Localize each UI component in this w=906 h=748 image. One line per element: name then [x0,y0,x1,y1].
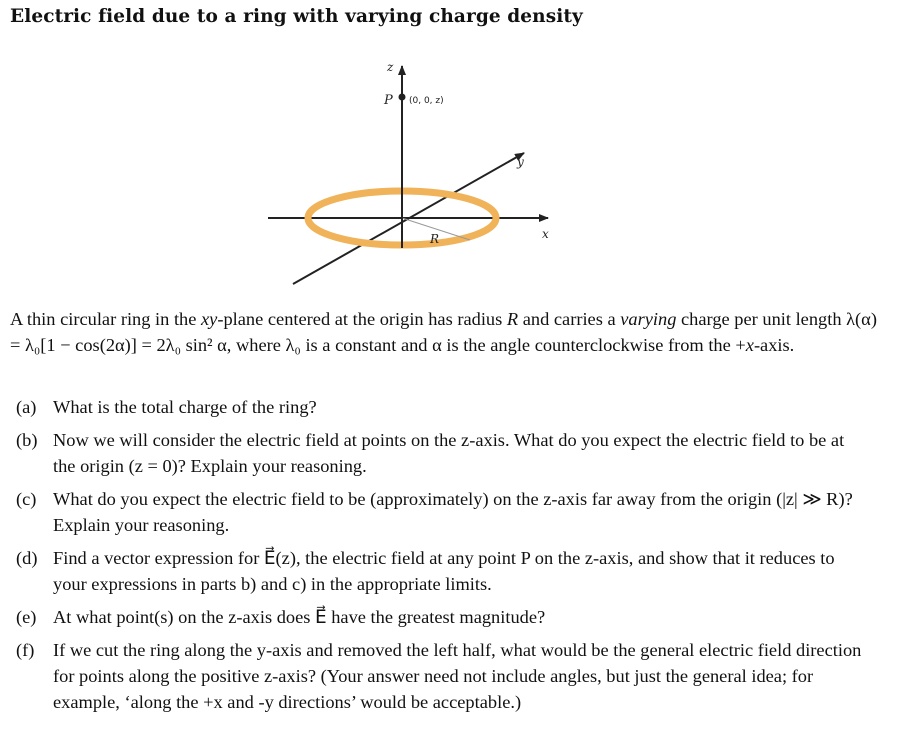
question-text: What is the total charge of the ring? [53,397,317,417]
ring-diagram [0,0,906,300]
point-p-label: P [384,93,393,108]
question-c [0,486,863,538]
question-text: Find a vector expression for E⃗(z), the electric field at any point P on the z-axis, and show that it reduces to your expressions in parts b) and c) in the appropriate limits. [53,548,835,594]
question-tag: (c) [16,489,37,509]
question-e [0,604,863,630]
x-axis-label: x [542,227,549,241]
question-b [0,427,863,479]
question-d [0,545,863,597]
point-p-dot [399,94,406,101]
radius-label: R [430,232,440,246]
question-tag: (b) [16,430,38,450]
question-text: If we cut the ring along the y-axis and removed the left half, what would be the general electric field direction for points along the positive z-axis? (Your answer need not include angles, but just the general idea; for example, ‘along the +x and -y directions’ would be acceptable.) [53,640,862,712]
question-text: Now we will consider the electric field at points on the z-axis. What do you expect the electric field to be at the origin (z = 0)? Explain your reasoning. [53,430,845,476]
question-tag: (a) [16,397,37,417]
intro-text: -axis. [753,335,795,355]
question-tag: (d) [16,548,38,568]
intro-text: charge per unit length λ(α) = λ₀[1 − cos(2α)] = 2λ₀ sin² α, where λ₀ is a constant and α is the angle counterclockwise from the + [10,309,877,355]
question-tag: (f) [16,640,35,660]
intro-emphasis: varying [620,309,677,329]
intro-text: A thin circular ring in the [10,309,202,329]
problem-intro [10,306,890,358]
question-f [0,637,863,715]
page-title: Electric field due to a ring with varying charge density [10,6,583,27]
question-tag: (e) [16,607,37,627]
intro-math: R [506,309,519,329]
question-text: At what point(s) on the z-axis does E⃗ have the greatest magnitude? [53,607,546,627]
y-axis-label: y [517,155,524,169]
question-text: What do you expect the electric field to be (approximately) on the z-axis far away from the origin (|z| ≫ R)? Explain your reasoning. [53,489,853,535]
point-p-coords: (0, 0, z) [409,96,444,106]
z-axis-label: z [387,60,394,74]
intro-text: -plane centered at the origin has radius [217,309,507,329]
question-list [0,394,906,722]
intro-math: x [745,335,754,355]
intro-text: and carries a [518,309,621,329]
question-a [0,394,863,420]
intro-math: xy [201,309,218,329]
